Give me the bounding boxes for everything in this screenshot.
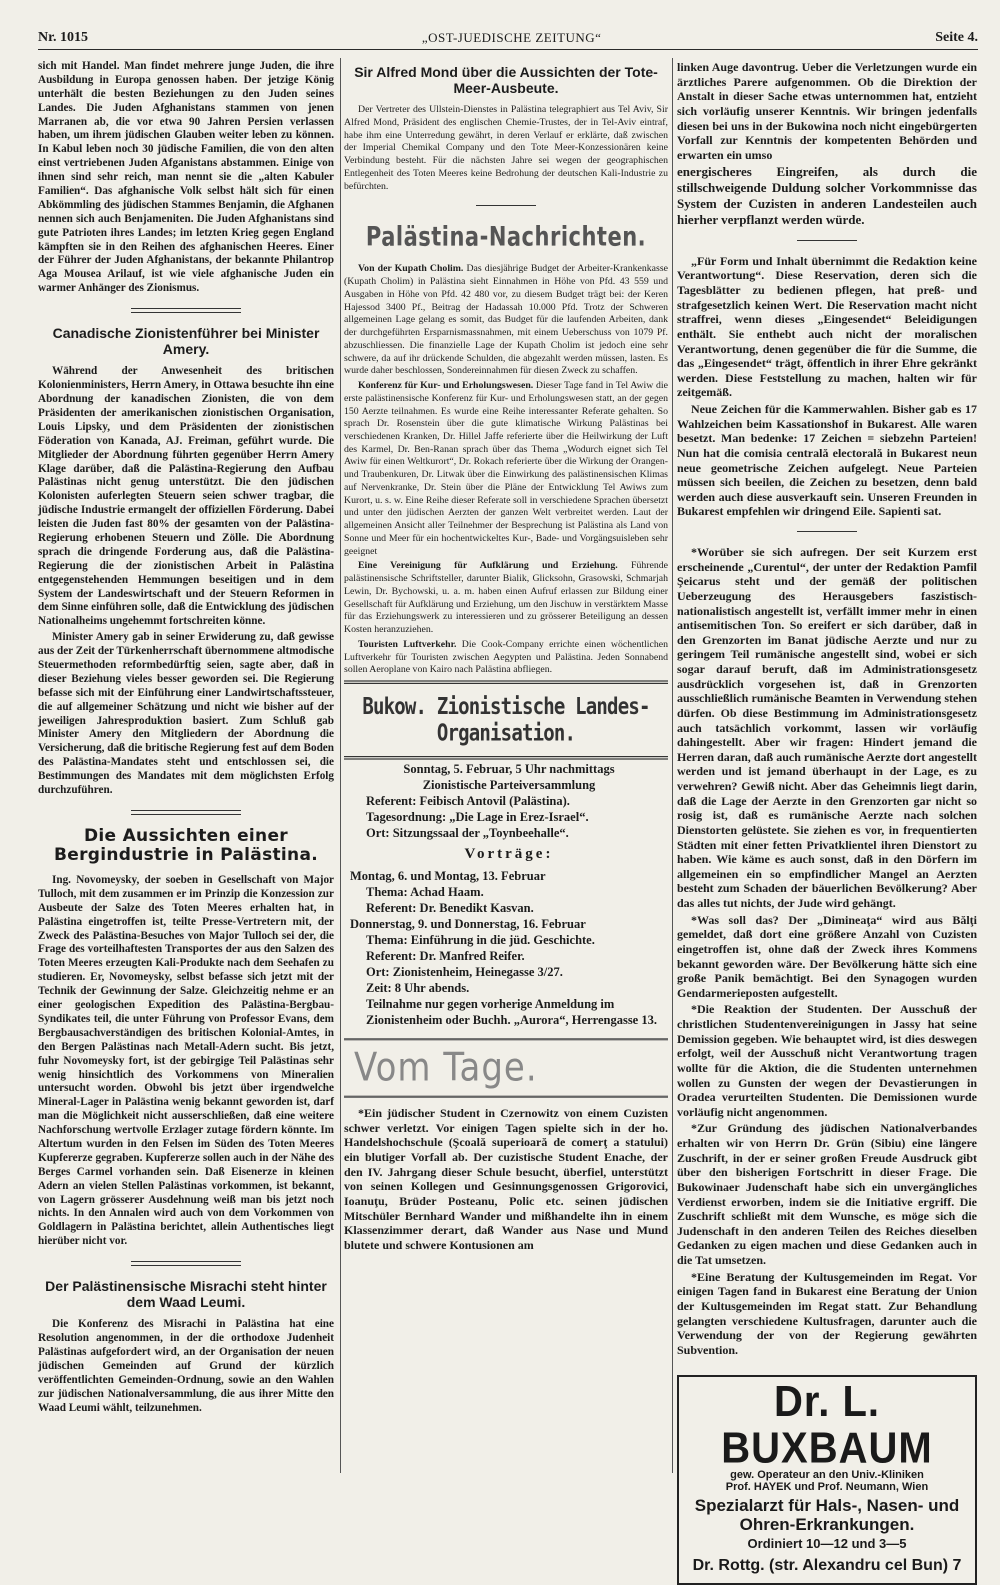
meeting-note: Teilnahme nur gegen vorherige Anmeldung im Zionistenheim oder Buchh. „Aurora“, Herrengasse 13. — [366, 997, 657, 1028]
article-text: Neue Zeichen für die Kammerwahlen. Bisher gab es 17 Wahlzeichen beim Kassationshof in Bukarest. Alle waren besetzt. Man bedenke: 17 Zeichen = siebzehn Parteien! Nun hat die comisia centrală electorală in Bukarest neun neue geometrische Zeichen aufgelegt. Neue Parteien müssen sich beeilen, die Zeichen zu besetzen, denn bald werden auch diese ausverkauft sein. Unseren Freunden in Bukarest empfehlen wir dringend Eile. Sapienti sat. — [677, 402, 977, 519]
doctor-advertisement — [677, 1375, 977, 1585]
page-header — [38, 24, 978, 50]
article-text: linken Auge davontrug. Ueber die Verletzungen wurde ein ärztliches Parere aufgenommen. Ob die Direktion der Anstalt in dieser Sache etwas unternommen hat, entzieht sich vorläufig unserer Kenntnis. Wir bringen jedenfalls diesen bei uns in der Bukowina noch nicht eingebürgerten Vorfall zur Kenntnis der kompetenten Behörden und erwarten ein umso — [677, 60, 977, 162]
article-text: Während der Anwesenheit des britischen Kolonienministers, Herrn Amery, in Ottawa besuchte ihn eine Abordnung der kanadischen Zionisten, die von dem Präsidenten der amerikanischen zionistischen Organisation, Louis Lipsky, und dem Präsidenten der zionistischen Föderation von Kanada, AJ. Freiman, geführt wurde. Die Mitglieder der Abordnung führten gegenüber Herrn Amery Klage darüber, daß die Palästina-Regierung den Aufbau Palästinas nicht genug unterstützt. Die den jüdischen Kolonisten auferlegten Steuern seien schwer tragbar, die jüdische Industrie ermangelt der offiziellen Förderung. Dabei leisten die Juden fast 80% der gesamten von der Palästina-Regierung erhobenen Steuern und Zölle. Die Abordnung sprach die dringende Forderung aus, daß die Palästina-Regierung die der zionistischen Arbeit in Palästina entgegenstehenden Hemmungen beseitigen und in dem System der Landeswirtschaft und der Steuern Reformen in dem Sinne einführen solle, daß die Entwicklung des jüdischen Nationalheims ungehemmt fortschreiten könne. — [38, 365, 334, 628]
meeting-line: Ort: Zionistenheim, Heinegasse 3/27. — [366, 965, 563, 980]
section-headline: Vom Tage. — [344, 1038, 668, 1098]
meeting-line: Tagesordnung: „Die Lage in Erez-Israel“. — [366, 809, 589, 824]
separator — [797, 531, 857, 533]
column-3 — [677, 60, 977, 1575]
article-headline: Der Palästinensische Misrachi steht hinter dem Waad Leumi. — [45, 1278, 327, 1311]
article-text: Der Vertreter des Ullstein-Dienstes in Palästina telegraphiert aus Tel Aviv, Sir Alfred Mond, Präsident des englischen Chemie-Trustes, der in Tel-Aviv eintraf, habe ihm eine Unterredung gewährt, in deren Verlauf er erklärte, daß zwischen der Imperial Chemikal Company und den Tote Meer-Konzessionären keine Verbindung besteht. Für die nächsten Jahre sei wegen der geographischen Entlegenheit des Toten Meeres keine Bedrohung der deutschen Kali-Industrie zu befürchten. — [344, 104, 668, 192]
article-text: Ing. Novomeysky, der soeben in Gesellschaft von Major Tulloch, mit dem zusammen er im Prinzip die Konzession zur Ausbeute der Salze des Toten Meeres erhalten hat, in Palästina eingetroffen ist, teilte Presse-Vertretern mit, der Zweck des Palästina-Besuches von Major Tulloch sei der, die Frage des vorteilhaftesten Transportes der aus den Salzen des Toten Meeres erzeugten Kali-Produkte nach dem Seehafen zu studieren. Er, Novomeysky, selbst befasse sich jetzt mit der Technik der Gewinnung der Salze. Gleichzeitig nehme er an einer geologischen Expedition des Palästina-Bergbau-Syndikates teil, die unter Führung von Professor Evans, dem Bergbausachverständigen des britischen Kolonial-Amtes, in den Bergen Palästinas nach Metall-Adern sucht. Bis jetzt, fuhr Novomeysky fort, ist der gebirgige Teil Palästinas sehr wenig hinsichtlich des Vorkommens von Mineralien untersucht worden. Obwohl bis jetzt über irgendwelche Mineral-Lager in Palästina wenig bekannt geworden ist, darf man die Möglichkeit nicht ausserschließen, daß eine weitere Nachforschung wertvolle Erzlager zutage fördern könnte. Im Altertum wurden in den Felsen im Süden des Toten Meeres Kupfererze gegraben. Kupfererze sollen auch in der Nähe des Berges Carmel vorhanden sein. Daß Eisenerze in kleinen Adern an vielen Stellen Palästinas vorkommen, ist bekannt, von Lagern grösserer Ausdehnung weiß man bis jetzt noch nichts. In den Annalen wird auch von dem Vorkommen von Goldlagern in Palästina berichtet, allein Authentisches liegt hierüber nicht vor. — [38, 874, 334, 1248]
separator — [131, 1261, 241, 1266]
news-item-title: Eine Vereinigung für Aufklärung und Erziehung. — [358, 560, 618, 572]
lectures-heading: Vorträge: — [464, 845, 554, 862]
separator — [476, 205, 536, 207]
meeting-date: Sonntag, 5. Februar, 5 Uhr nachmittags — [403, 761, 615, 776]
news-item-title: Von der Kupath Cholim. — [358, 263, 464, 275]
meeting-title: Zionistische Parteiversammlung — [422, 777, 596, 792]
meeting-line: Referent: Dr. Benedikt Kasvan. — [366, 901, 534, 916]
section-headline: Palästina-Nachrichten. — [365, 222, 647, 253]
news-item-text: Führende palästinensische Schriftsteller, darunter Bialik, Glicksohn, Grasowski, Schmarjah Lewin, Dr. Bychowski, u. a. m. haben einen Aufruf erlassen zur Bildung einer Gesellschaft für Aufklärung und Erziehung, um den Jischuw in verstärktem Masse für das Erziehungswerk zu interessieren und zu grösserer Beteiligung an dessen Kosten heranzuziehen. — [344, 560, 669, 636]
article-text: *Zur Gründung des jüdischen Nationalverbandes erhalten wir von Herrn Dr. Grün (Sibiu) eine längere Zuschrift, in der er seiner großen Freude Ausdruck gibt über den bisherigen Fortschritt in dieser Frage. Die Bukowinaer Judenschaft habe sich ein unvergängliches Verdienst erworben, indem sie die Initiative ergriff. Die Zuschrift schließt mit dem Wunsche, es möge sich die Judenschaft in den anderen Teilen des Reiches dieselben Gedanken zu eigen machen und diese Gedanken auch in die Tat umsetzen. — [677, 1121, 977, 1268]
news-item-title: Konferenz für Kur- und Erholungswesen. — [358, 380, 534, 392]
newspaper-title: „OST-JUEDISCHE ZEITUNG“ — [421, 30, 602, 45]
issue-number: Nr. 1015 — [38, 30, 89, 45]
news-item-text: Die Cook-Company errichte einen wöchentlichen Luftverkehr für Touristen zwischen Aegypten und Palästina. Jeden Sonnabend sollen Aeroplane von Kairo nach Palästina abfliegen. — [344, 638, 668, 676]
ad-specialty: Spezialarzt für Hals-, Nasen- und Ohren-Erkrankungen. — [694, 1496, 960, 1534]
separator — [131, 810, 241, 815]
article-text-emphasis: energischeres Eingreifen, als durch die stillschweigende Duldung solcher Vorkommnisse das System der Cuzisten in anderen Landesteilen auch hierher verpflanzt werden würde. — [677, 164, 977, 227]
column-1 — [38, 60, 334, 1475]
meeting-line: Thema: Achad Haam. — [366, 885, 484, 900]
meeting-line: Referent: Dr. Manfred Reifer. — [366, 949, 525, 964]
ad-doctor-name: Dr. L. BUXBAUM — [721, 1378, 933, 1473]
page-number: Seite 4. — [935, 30, 978, 45]
meeting-line: Referent: Feibisch Antovil (Palästina). — [366, 793, 570, 808]
separator — [131, 308, 241, 313]
ad-address: Dr. Rottg. (str. Alexandru cel Bun) 7 — [692, 1557, 962, 1575]
article-headline: Die Aussichten einer Bergindustrie in Palästina. — [54, 825, 318, 866]
meeting-announcement — [344, 761, 668, 1028]
article-text: Die Konferenz des Misrachi in Palästina hat eine Resolution angenommen, in der die orthodoxe Judenheit Palästinas aufgefordert wird, an der Organisation der neuen jüdischen Gemeinden auf Grund der kürzlich veröffentlichten Gemeinden-Ordnung, sowie an den Wahlen zur jüdischen Nationalversammlung, die aus ihrer Mitte den Waad Leumi wählt, teilzunehmen. — [38, 1318, 334, 1414]
ad-line: Prof. HAYEK und Prof. Neumann, Wien — [725, 1481, 929, 1494]
article-text: *Die Reaktion der Studenten. Der Ausschuß der christlichen Studentenvereinigungen in Jassy hat seine Demission gegeben. Wie behauptet wird, ist dies deswegen erfolgt, weil der Ausschuß nicht Verantwortung tragen wollte für die Aktion, die die Studenten unternehmen wollen zu Gunsten der wegen der Devastierungen in Oradea verurteilten Studenten. Die Demissionen wurde vorläufig nicht angenommen. — [677, 1002, 977, 1119]
article-text: *Was soll das? Der „Dimineaţa“ wird aus Bălţi gemeldet, daß dort eine größere Anzahl von Cuzisten eingetroffen ist, ohne daß der Zweck ihres Kommens bekannt geworden wäre. Der Bevölkerung hätte sich eine große Panik bemächtigt. Bei den Synagogen wurden Gendarmerieposten aufgestellt. — [677, 912, 977, 1000]
meeting-line: Ort: Sitzungssaal der „Toynbeehalle“. — [366, 825, 569, 840]
news-item-text: Das diesjährige Budget der Arbeiter-Krankenkasse (Kupath Cholim) in Palästina sieht Einnahmen in Höhe von Pfd. 43 559 und Ausgaben in Höhe von Pfd. 42 480 vor, zu diesem Budget trägt bei: der Keren Hajessod 3400 Pf., Beitrag der Hadassah 10.000 Pfd. Trotz der Schweren allgemeinen Lage gelang es somit, das Budget für die laufenden Arbeiten, dank der durchgeführten Ersparnismassnahmen, mit einem Ueberschuss von 1079 Pf. abzuschliessen. Die finanzielle Lage der Kupath Cholim ist jedoch eine sehr schwere, da auf ihr drückende Schulden, die abgezahlt werden müssen, lasten. Es wurde daher beschlossen, Sondereinnahmen für diesen Zweck zu schaffen. — [344, 263, 668, 377]
column-rule — [672, 58, 673, 1473]
article-text: *Worüber sie sich aufregen. Der seit Kurzem erst erscheinende „Curentul“, der unter der Redaktion Pamfil Şeicarus steht und der gemäß der politischen Ueberzeugung des Herausgebers faszistisch-nationalistisch angestellt ist, verfällt immer mehr in einen antisemitischen Ton. So ereifert er sich darüber, daß in den Grenzorten im Banat jüdische Aerzte und nur zu geringem Teil rumänische angestellt sind, wobei er sich sogar darauf beruft, daß im Administrationsgesetz ausdrücklich vorgesehen ist, daß in Grenzorten ausschließlich rumänische Beamten in Verwendung stehen dürfen. Ob diese Bestimmung im Administrationsgesetz auch tatsächlich vorkommt, lassen wir vorläufig dahingestellt. Aber wir fragen: Hindert jemand die Herren daran, daß auch rumänische Aerzte dort angestellt werden und ist jemand überhaupt in der Lage, es zu verwehren? Gewiß nicht. Aber das Geheimnis liegt darin, daß die Lage der Aerzte in den Grenzorten gar nicht so rosig ist, daß es rumänische Aerzte nach solchen Dienstorten gelüstete. Sie ziehen es vor, in frequentierten Städten mit einer fetten Privatklientel ihren Dienstort zu haben. Wie käme es auch sonst, daß in den Dörfern im allgemeinen ein so empfindlicher Mangel an Aerzten besteht zum Schaden der bäuerlichen Bevölkerung? Aber das alles tut nichts, der Jude wird gehängt. — [677, 545, 977, 911]
meeting-line: Zeit: 8 Uhr abends. — [366, 981, 470, 996]
article-text: *Eine Beratung der Kultusgemeinden im Regat. Vor einigen Tagen fand in Bukarest eine Beratung der Union der Kultusgemeinden im Regat statt. Zur Behandlung gelangten verschiedene Kultusfragen, darunter auch die Verwendung der von der Regierung gewährten Subvention. — [677, 1269, 977, 1357]
column-2 — [344, 60, 668, 1475]
article-headline: Canadische Zionistenführer bei Minister Amery. — [52, 325, 320, 358]
article-text: Minister Amery gab in seiner Erwiderung zu, daß gewisse aus der Zeit der Türkenherrschaft übernommene altmodische Steuermethoden reformbedürftig seien, sagte aber, daß in dieser Beziehung vieles besser geworden sei. Die Regierung befasse sich mit der Einführung einer Landwirtschaftssteuer, die auf allgemeiner Schätzung und nicht wie bisher auf der jeweiligen Jahresproduktion basiert. Zum Schluß gab Minister Amery den Mitgliedern der Abordnung die Versicherung, daß die britische Regierung fest auf dem Boden des Palästina-Mandates steht und entschlossen sei, die Bestimmungen des Mandates mit dem möglichsten Erfolg durchzuführen. — [38, 631, 334, 797]
news-item-title: Touristen Luftverkehr. — [358, 638, 457, 650]
meeting-line: Montag, 6. und Montag, 13. Februar — [350, 869, 546, 884]
meeting-line: Donnerstag, 9. und Donnerstag, 16. Februar — [350, 917, 586, 932]
article-text: „Für Form und Inhalt übernimmt die Redaktion keine Verantwortung“. Diese Reservation, deren sich die Tagesblätter zu bedienen pflegen, hat preß- und strafgesetzlich keinen Wert. Die Reservation macht nicht straffrei, wenn dieses „Eingesendet“ Beleidigungen enthält. Sie enthebt auch nicht der moralischen Verantwortung, denen gegenüber die für die Summe, die das „Eingesendet“ trägt, öffentlich in ihrer Ehre gekränkt werden. Diese Feststellung zu machen, halten wir für zeitgemäß. — [677, 253, 977, 400]
announcement-headline: Bukow. Zionistische Landes-Organisation. — [344, 680, 668, 759]
news-item-text: Dieser Tage fand in Tel Awiw die erste palästinensische Konferenz für Kur- und Erholungswesen statt, an der gegen 150 Aerzte teilnahmen. Es wurde eine Reihe interessanter Referate gehalten. So sprach Dr. Rosenstein über die gute klimatische Wirkung Palästinas bei verschiedenen Kranken, Dr. Hillel Jaffe referierte über die Heilwirkung der Luft des Karmel, Dr. Ben-Ranan sprach über das Thema „Wodurch eignet sich Tel Awiw für einen Weltkurort“, Dr. Rokach referierte über die Wirkung der Orangen- und Traubenkuren, Dr. Litwak über die Einwirkung des palästinensischen Klimas auf Nervenkranke, Dr. Stein über die Pläne der Entwicklung Tel Awiws zum Kurort, u. s. w. Eine Reihe dieser Referate soll in verschiedene Sprachen übersetzt und unter den jüdischen Aerzten der ganzen Welt verbreitet werden. Laut der allgemeinen Ansicht aller Teilnehmer der Besprechung ist Palästina als Land von Sonne und Meer für ein hochentwickeltes Kur-, Bade- und Vorgängsuisleben sehr geeignet — [344, 380, 668, 557]
meeting-line: Thema: Einführung in die jüd. Geschichte. — [366, 933, 595, 948]
ad-line: gew. Operateur an den Univ.-Kliniken — [730, 1469, 924, 1482]
ad-hours: Ordiniert 10—12 und 3—5 — [747, 1536, 907, 1552]
article-headline: Sir Alfred Mond über die Aussichten der Tote-Meer-Ausbeute. — [354, 64, 658, 97]
article-text: *Ein jüdischer Student in Czernowitz von einem Cuzisten schwer verletzt. Vor einigen Tagen spielte sich in der ho. Handelshochschule (Şcoală superioară de comerţ a statului) ein blutiger Vorfall ab. Der cuzistische Student Enache, der den IV. Jahrgang dieser Schule besucht, überfiel, unterstützt von seinen Kollegen und Gesinnungsgenossen Grigorovici, Ioanuţu, Brüder Posteanu, Polic etc. seinen jüdischen Mitschüler Bernhard Wander und mißhandelte ihn in einem Klassenzimmer derart, daß Wander aus Nase und Mund blutete und schwere Kontusionen am — [344, 1106, 668, 1252]
article-text: sich mit Handel. Man findet mehrere junge Juden, die ihre Ausbildung in Europa genossen haben. Der jetzige König unterhält die besten Beziehungen zu den Juden seines Landes. Die Juden Afghanistans stammen von jenen Marranen ab, die vor etwa 90 Jahren Persien verlassen haben, um ihrem jüdischen Glauben weiter leben zu können. In Kabul leben noch 30 jüdische Familien, die von den alten einst vertriebenen Juden Afganistans abstammen. Einige von ihnen sind sehr reich, man nennt sie die „alten Kabuler Familien“. Das afghanische Volk selbst hält sich für einen Abkömmling des jüdischen Stammes Benjamin, die Afghanen nennen sich auch Benjameniten. Die Juden Afghanistans sind gute Patrioten ihres Landes; im letzten Krieg gegen England kämpften sie in den Reihen des afghanischen Heeres. Einer der Führer der Juden Afghanistans, der bekannte Philantrop Aga Mousea Arilauf, ist wie viele afghanische Juden ein warmer Anhänger des Zionismus. — [38, 60, 334, 295]
separator — [797, 240, 857, 242]
column-rule — [340, 58, 341, 1473]
